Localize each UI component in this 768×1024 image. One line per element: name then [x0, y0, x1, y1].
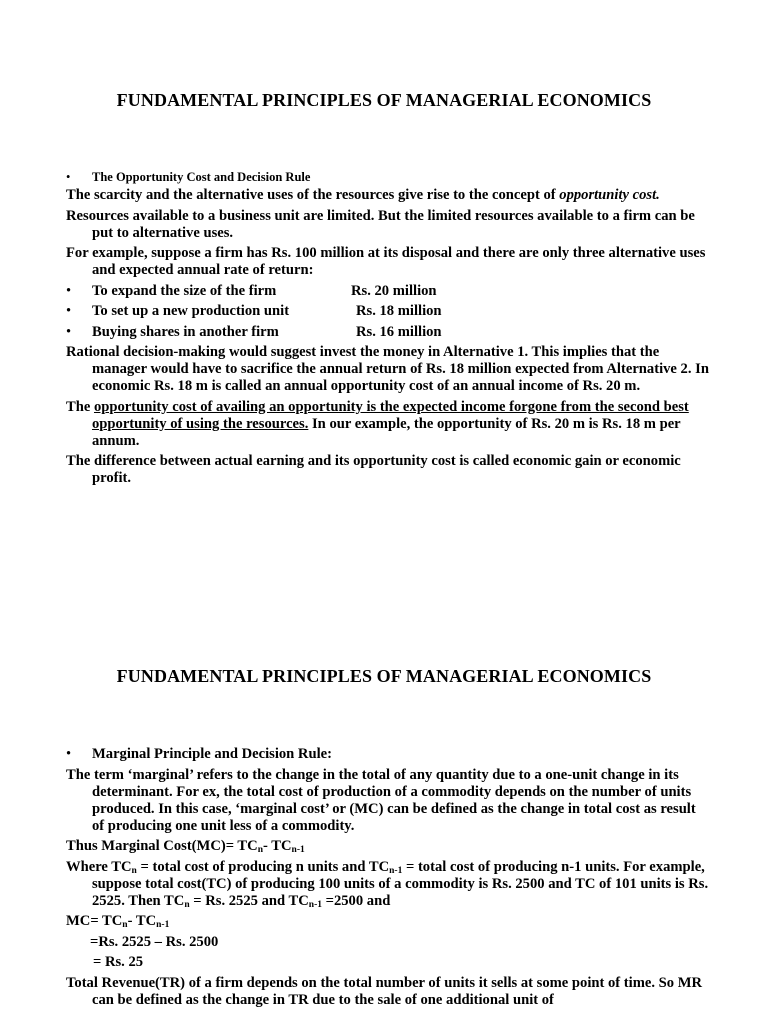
- alternative-label: Buying shares in another firm: [92, 323, 279, 340]
- section-heading: • Marginal Principle and Decision Rule:: [66, 746, 332, 762]
- bullet-icon: •: [66, 282, 72, 299]
- paragraph-rational-decision: Rational decision-making would suggest invest the money in Alternative 1. This implies that the manager would have to sacrifice the annual return of Rs. 18 million expected from Alternative 2. In economic Rs. 18 m is called an annual opportunity cost of an annual income of Rs. 20 m.: [66, 344, 709, 394]
- alternative-label: To expand the size of the firm: [92, 282, 277, 299]
- list-item: [66, 324, 710, 341]
- list-item: [66, 283, 710, 300]
- underlined-definition: opportunity cost of availing an opportunity is the expected income forgone from the second best opportunity of using the resources.: [92, 398, 689, 432]
- bullet-icon: •: [66, 170, 71, 184]
- alternative-value: Rs. 20 million: [351, 282, 437, 299]
- formula-mc-calculation: $MC= TC_n-$ $TC_{n-1}$: [66, 913, 170, 930]
- slide-title: FUNDAMENTAL PRINCIPLES OF MANAGERIAL ECONOMICS: [116, 90, 652, 110]
- bullet-icon: •: [66, 303, 72, 319]
- paragraph-where: Where $TC_n$ = total cost of producing n units and $TC_{n-1}$ = total cost of producing n-1 units. For example, suppose total cost(TC) of producing 100 units of a commodity is Rs. 2500 and TC of 101 units is Rs. 2525. Then $TC_n = Rs$. 2525 and $TC_{n-1} =2500$ and: [66, 858, 709, 910]
- paragraph-total-revenue: Total Revenue(TR) of a firm depends on the total number of units it sells at some point of time. So MR can be defined as the change in TR due to the sale of one additional unit of: [66, 974, 703, 1008]
- bullet-icon: •: [66, 746, 72, 762]
- list-item: [66, 303, 710, 320]
- alternative-value: Rs. 18 million: [356, 303, 442, 319]
- calculation-result: = Rs. 25: [93, 954, 144, 970]
- paragraph-definition: The opportunity cost of availing an opportunity is the expected income forgone from the second best opportunity of using the resources. In our example, the opportunity of Rs. 20 m is Rs. 18 m per annum.: [66, 398, 689, 449]
- alternative-label: To set up a new production unit: [92, 303, 290, 319]
- paragraph-marginal-definition: The term ‘marginal’ refers to the change in the total of any quantity due to a one-unit change in its determinant. For ex, the total cost of production of a commodity depends on the number of units produced. In this case, ‘marginal cost’ or (MC) can be defined as the change in total cost as result of producing one unit less of a commodity.: [66, 766, 696, 834]
- slide-body: [66, 169, 710, 491]
- bullet-icon: •: [66, 323, 72, 340]
- calculation-step: =Rs. 2525 – Rs. 2500: [90, 933, 219, 950]
- slide-marginal-principle: [0, 576, 768, 1024]
- section-heading: • The Opportunity Cost and Decision Rule: [66, 170, 311, 184]
- slide-title: FUNDAMENTAL PRINCIPLES OF MANAGERIAL ECONOMICS: [116, 666, 652, 686]
- paragraph-example: For example, suppose a firm has Rs. 100 million at its disposal and there are only three alternative uses and expected annual rate of return:: [66, 245, 706, 278]
- alternative-value: Rs. 16 million: [356, 323, 442, 340]
- formula-marginal-cost: Thus Marginal Cost(MC)= $TC_n-$ $TC_{n-1}$: [66, 838, 305, 855]
- slide-body: [66, 746, 710, 1012]
- paragraph-scarcity: The scarcity and the alternative uses of the resources give rise to the concept of opportunity cost.: [66, 187, 660, 203]
- paragraph-economic-profit: The difference between actual earning and its opportunity cost is called economic gain or economic profit.: [66, 453, 681, 486]
- paragraph-limited-resources: Resources available to a business unit are limited. But the limited resources available to a firm can be put to alternative uses.: [66, 207, 695, 241]
